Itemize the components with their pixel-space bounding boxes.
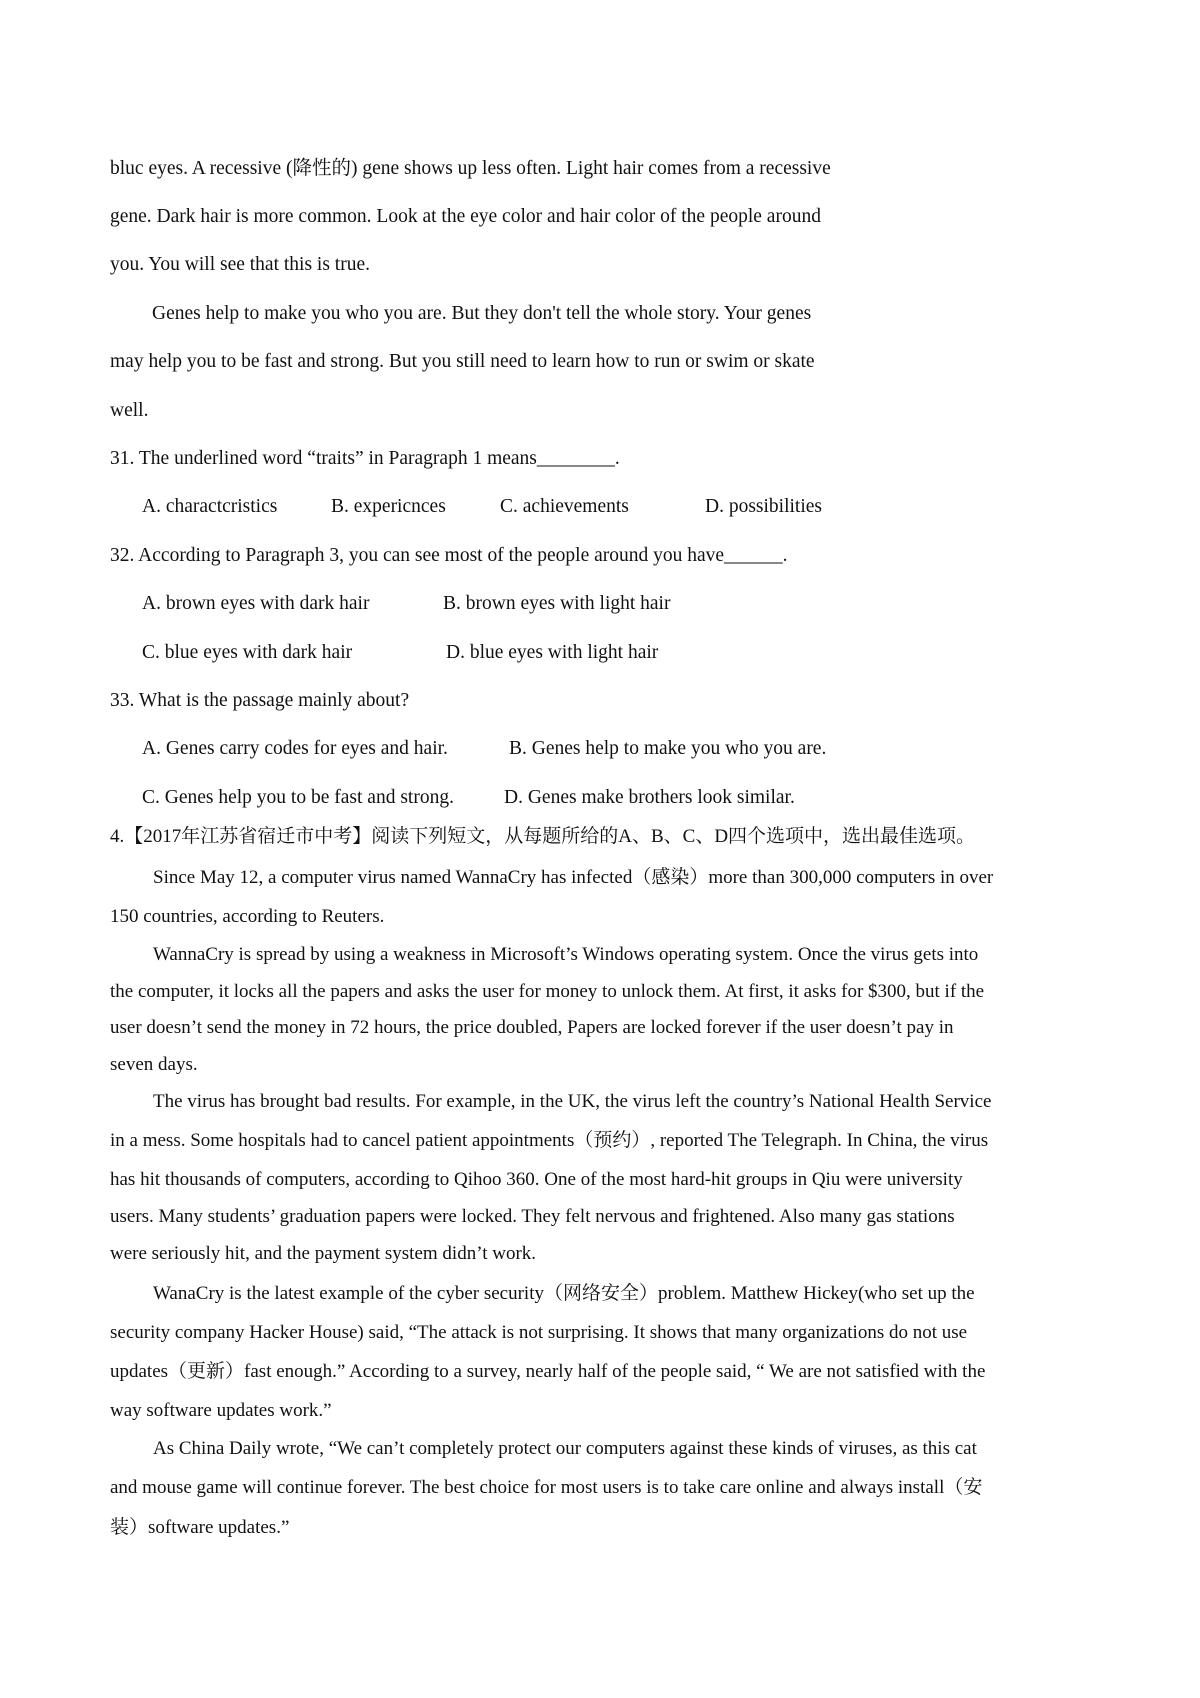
q32-option-c: C. blue eyes with dark hair — [142, 642, 353, 663]
article-line: WanaCry is the latest example of the cyber security（网络安全）problem. Matthew Hickey(who set up the — [153, 1283, 975, 1304]
section-4-heading: 4.【2017年江苏省宿迁市中考】阅读下列短文，从每题所给的A、B、C、D四个选项中，选出最佳选项。 — [110, 826, 976, 847]
q33-option-d: D. Genes make brothers look similar. — [504, 787, 795, 808]
article-line: and mouse game will continue forever. The best choice for most users is to take care online and always install（安 — [110, 1477, 983, 1498]
question-32-stem: 32. According to Paragraph 3, you can see most of the people around you have______. — [110, 545, 788, 566]
q31-option-c: C. achievements — [500, 496, 629, 517]
article-line: the computer, it locks all the papers and asks the user for money to unlock them. At first, it asks for $300, but if the — [110, 981, 985, 1002]
article-line: user doesn’t send the money in 72 hours, the price doubled, Papers are locked forever if the user doesn’t pay in — [110, 1017, 954, 1038]
article-line: Since May 12, a computer virus named WannaCry has infected（感染）more than 300,000 computers in over — [153, 867, 994, 888]
q31-option-d: D. possibilities — [705, 496, 823, 517]
passage-line: may help you to be fast and strong. But you still need to learn how to run or swim or skate — [110, 351, 815, 372]
passage-line: well. — [110, 400, 149, 421]
article-line: way software updates work.” — [110, 1400, 332, 1421]
article-line: security company Hacker House) said, “The attack is not surprising. It shows that many organizations do not use — [110, 1322, 968, 1343]
article-line: 装）software updates.” — [110, 1517, 290, 1538]
article-line: users. Many students’ graduation papers were locked. They felt nervous and frightened. Also many gas stations — [110, 1206, 955, 1227]
q31-option-a: A. charactcristics — [142, 496, 278, 517]
question-31-stem: 31. The underlined word “traits” in Paragraph 1 means________. — [110, 448, 620, 469]
q32-option-a: A. brown eyes with dark hair — [142, 593, 370, 614]
article-line: in a mess. Some hospitals had to cancel patient appointments（预约）, reported The Telegraph. In China, the virus — [110, 1130, 989, 1151]
article-line: were seriously hit, and the payment system didn’t work. — [110, 1243, 537, 1264]
q32-option-b: B. brown eyes with light hair — [443, 593, 671, 614]
question-33-stem: 33. What is the passage mainly about? — [110, 690, 410, 711]
q31-option-b: B. expericnces — [331, 496, 446, 517]
passage-line: gene. Dark hair is more common. Look at the eye color and hair color of the people around — [110, 206, 821, 227]
q32-option-d: D. blue eyes with light hair — [446, 642, 659, 663]
q33-option-c: C. Genes help you to be fast and strong. — [142, 787, 454, 808]
article-line: WannaCry is spread by using a weakness in Microsoft’s Windows operating system. Once the virus gets into — [153, 944, 979, 965]
q33-option-b: B. Genes help to make you who you are. — [509, 738, 827, 759]
article-line: 150 countries, according to Reuters. — [110, 906, 385, 927]
article-line: The virus has brought bad results. For example, in the UK, the virus left the country’s National Health Service — [153, 1091, 992, 1112]
passage-line: bluc eyes. A recessive (降性的) gene shows up less often. Light hair comes from a recessive — [110, 158, 831, 179]
article-line: updates（更新）fast enough.” According to a survey, nearly half of the people said, “ We are not satisfied with the — [110, 1361, 986, 1382]
article-line: seven days. — [110, 1054, 198, 1075]
passage-line: Genes help to make you who you are. But they don't tell the whole story. Your genes — [152, 303, 812, 324]
passage-line: you. You will see that this is true. — [110, 254, 371, 275]
q33-option-a: A. Genes carry codes for eyes and hair. — [142, 738, 448, 759]
article-line: As China Daily wrote, “We can’t completely protect our computers against these kinds of viruses, as this cat — [153, 1438, 977, 1459]
article-line: has hit thousands of computers, according to Qihoo 360. One of the most hard-hit groups in Qiu were university — [110, 1169, 963, 1190]
